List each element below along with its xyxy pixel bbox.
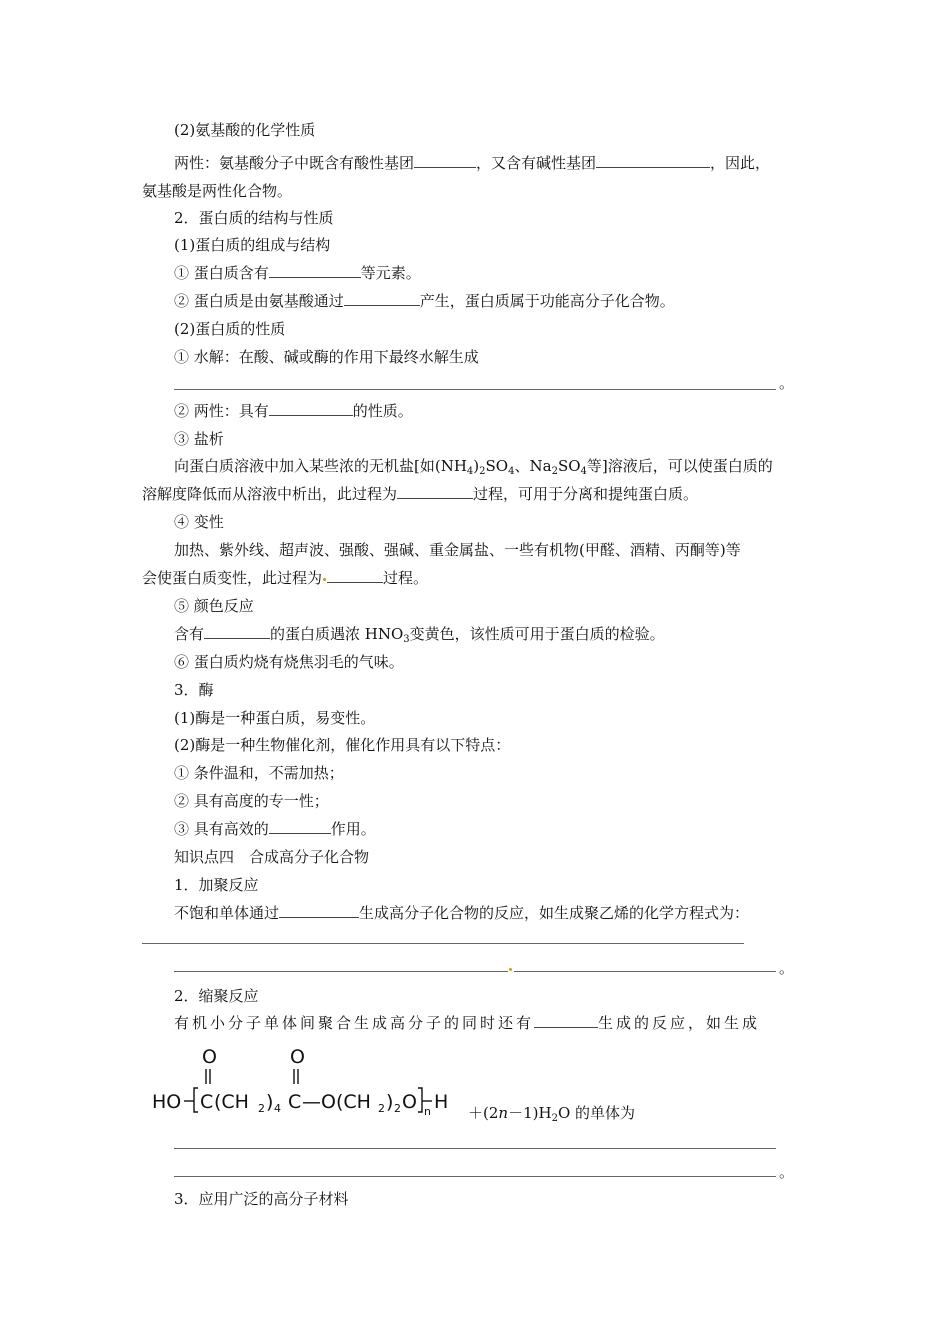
item — [174, 708, 854, 728]
text: 含有 — [174, 625, 205, 643]
text: 2．缩聚反应 — [174, 987, 259, 1005]
para-line — [142, 568, 822, 588]
text: 过程。 — [383, 569, 429, 587]
para-addition — [174, 903, 854, 923]
answer-blank[interactable] — [269, 263, 361, 278]
text: O 的单体为 — [557, 1104, 636, 1122]
text: 3．酶 — [174, 681, 214, 699]
subscript: 2 — [551, 466, 558, 477]
item-color — [174, 596, 854, 616]
text: 、Na — [514, 457, 552, 475]
text: 溶解度降低而从溶液中析出，此过程为 — [142, 485, 398, 503]
text: 氨基酸是两性化合物。 — [142, 182, 293, 200]
subscript: 4 — [508, 466, 515, 477]
answer-blank[interactable] — [269, 401, 353, 416]
heading-protein — [174, 208, 854, 228]
text: (1)蛋白质的组成与结构 — [174, 236, 331, 254]
answer-line[interactable] — [514, 970, 776, 972]
answer-blank[interactable] — [204, 624, 270, 639]
answer-blank[interactable] — [596, 153, 710, 168]
text: 1．加聚反应 — [174, 876, 259, 894]
carbon-2: C — [288, 1091, 302, 1113]
heading-materials — [174, 1189, 854, 1209]
answer-blank[interactable] — [344, 291, 420, 306]
item-amphoteric — [174, 401, 854, 421]
text: 生成的反应，如生成 — [598, 1014, 761, 1032]
text: ② 两性：具有 — [174, 402, 269, 420]
item-salting-out — [174, 429, 854, 449]
heading-amino-acid-chem — [174, 120, 854, 140]
item-denature — [174, 512, 854, 532]
text: 作用。 — [330, 820, 376, 838]
hydrogen-end: H — [434, 1091, 449, 1113]
text: 过程，可用于分离和提纯蛋白质。 — [473, 485, 699, 503]
answer-blank[interactable] — [534, 1013, 598, 1028]
text: (2)氨基酸的化学性质 — [174, 121, 316, 139]
text: ① 蛋白质含有 — [174, 264, 269, 282]
text — [779, 958, 809, 978]
text: 变黄色，该性质可用于蛋白质的检验。 — [409, 625, 665, 643]
subscript: 2 — [551, 1113, 558, 1124]
item-hydrolysis — [174, 347, 854, 367]
answer-line[interactable] — [174, 970, 508, 972]
answer-line[interactable] — [174, 388, 776, 390]
item-elements — [174, 263, 854, 283]
text — [779, 373, 809, 393]
paren-close: ) — [266, 1091, 274, 1113]
answer-blank[interactable] — [397, 484, 473, 499]
text: 。 — [779, 1163, 795, 1181]
subscript: 2 — [378, 1102, 385, 1115]
text: (2)酶是一种生物催化剂，催化作用具有以下特点： — [174, 736, 511, 754]
subscript: 2 — [394, 1102, 401, 1115]
text: SO — [557, 457, 581, 475]
answer-line[interactable] — [142, 942, 744, 944]
heading-knowledge-4 — [174, 847, 854, 867]
text: 。 — [779, 374, 795, 392]
text: (1)酶是一种蛋白质，易变性。 — [174, 709, 376, 727]
item-efficient — [174, 819, 854, 839]
subheading — [174, 235, 854, 255]
text: ① 条件温和，不需加热； — [174, 764, 344, 782]
repeat-bracket-right — [418, 1088, 422, 1112]
text: 等]溶液后，可以使蛋白质的 — [586, 457, 773, 475]
para-denature — [174, 540, 854, 560]
carbonyl-oxygen-2: O — [290, 1046, 305, 1068]
text: 等元素。 — [360, 264, 421, 282]
item-burn — [174, 652, 854, 672]
text: 向蛋白质溶液中加入某些浓的无机盐[如(NH — [174, 457, 467, 475]
repeat-count: n — [424, 1105, 431, 1116]
ether-chain: —O(CH — [302, 1091, 371, 1113]
item — [174, 763, 854, 783]
subscript: 4 — [580, 466, 587, 477]
polyester-structure-svg — [150, 1046, 480, 1116]
text: SO — [485, 457, 509, 475]
carbonyl-oxygen-1: O — [202, 1046, 217, 1068]
answer-blank[interactable] — [327, 568, 383, 583]
answer-blank[interactable] — [279, 903, 359, 918]
text: 两性：氨基酸分子中既含有酸性基团 — [174, 154, 415, 172]
text: 3．应用广泛的高分子材料 — [174, 1190, 349, 1208]
text: ⑥ 蛋白质灼烧有烧焦羽毛的气味。 — [174, 653, 404, 671]
mark-dot — [323, 578, 326, 581]
answer-line[interactable] — [174, 1147, 776, 1149]
text: ) — [473, 457, 480, 475]
heading-addition — [174, 875, 854, 895]
text: 不饱和单体通过 — [174, 904, 280, 922]
answer-blank[interactable] — [414, 153, 476, 168]
mark-dot — [509, 968, 512, 971]
text: ，因此， — [710, 154, 771, 172]
para-condensation — [174, 1013, 854, 1033]
text: 的蛋白质遇浓 HNO — [270, 625, 404, 643]
carbon-1: C — [200, 1091, 214, 1113]
text: 有机小分子单体间聚合生成高分子的同时还有 — [174, 1014, 535, 1032]
text: 2．蛋白质的结构与性质 — [174, 209, 334, 227]
text — [779, 1162, 809, 1182]
text: 生成高分子化合物的反应，如生成聚乙烯的化学方程式为： — [359, 904, 750, 922]
subscript: 2 — [258, 1102, 265, 1115]
repeat-bracket-left — [194, 1088, 198, 1112]
methylene-group-1: (CH — [214, 1091, 249, 1113]
text: ② 具有高度的专一性； — [174, 792, 329, 810]
hydroxyl-end: HO — [152, 1091, 182, 1113]
italic-n: n — [498, 1104, 509, 1122]
para-line — [142, 181, 822, 201]
para-color — [174, 624, 854, 650]
heading-enzyme — [174, 680, 854, 700]
subscript: 3 — [403, 634, 410, 645]
text: 会使蛋白质变性，此过程为 — [142, 569, 323, 587]
text: ＋(2 — [468, 1104, 499, 1122]
text: ① 水解：在酸、碱或酶的作用下最终水解生成 — [174, 348, 479, 366]
text: ③ 盐析 — [174, 430, 224, 448]
text: 知识点四 合成高分子化合物 — [174, 848, 370, 866]
subscript: 4 — [274, 1102, 281, 1115]
para-line — [142, 484, 822, 504]
text: 产生，蛋白质属于功能高分子化合物。 — [419, 292, 675, 310]
text: (2)蛋白质的性质 — [174, 320, 286, 338]
paren-close: ) — [386, 1091, 394, 1113]
condensation-byproduct — [468, 1103, 768, 1129]
text: ，又含有碱性基团 — [476, 154, 597, 172]
item — [174, 791, 854, 811]
text: 加热、紫外线、超声波、强酸、强碱、重金属盐、一些有机物(甲醛、酒精、丙酮等)等 — [174, 541, 741, 559]
text: ③ 具有高效的 — [174, 820, 269, 838]
text: ② 蛋白质是由氨基酸通过 — [174, 292, 344, 310]
para-amphoteric — [174, 153, 854, 173]
answer-blank[interactable] — [269, 819, 331, 834]
item — [174, 735, 854, 755]
heading-condensation — [174, 986, 854, 1006]
text: ⑤ 颜色反应 — [174, 597, 254, 615]
polyester-structure — [150, 1046, 480, 1116]
item-formation — [174, 291, 854, 311]
text: ④ 变性 — [174, 513, 224, 531]
subheading — [174, 319, 854, 339]
text: 。 — [779, 959, 795, 977]
subscript: 2 — [479, 466, 486, 477]
answer-line[interactable] — [174, 1175, 776, 1177]
subscript: 4 — [466, 466, 474, 477]
para-salting — [174, 456, 854, 482]
ester-oxygen: O — [402, 1091, 417, 1113]
text: 的性质。 — [352, 402, 413, 420]
text: －1)H — [508, 1104, 552, 1122]
